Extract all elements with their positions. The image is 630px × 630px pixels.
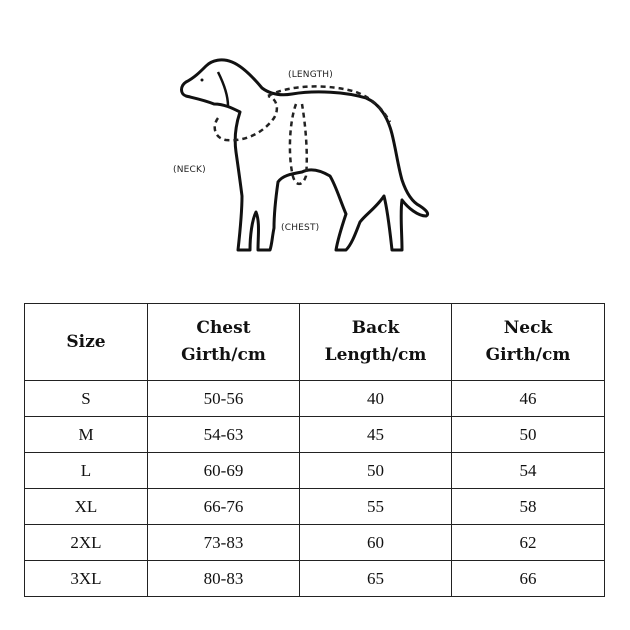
chest-cell: 60-69 [148,453,300,489]
chest-cell: 80-83 [148,561,300,597]
size-cell: 3XL [25,561,148,597]
chest-label: (CHEST) [281,223,320,233]
neck-cell: 62 [452,525,605,561]
length-cell: 45 [300,417,452,453]
size-cell: M [25,417,148,453]
table-row [25,453,605,489]
table-row [25,381,605,417]
size-cell: S [25,381,148,417]
table-row [25,417,605,453]
header-size: Size [25,304,148,381]
neck-measure-line [215,96,277,140]
neck-cell: 46 [452,381,605,417]
length-label: (LENGTH) [288,70,333,80]
chest-cell: 50-56 [148,381,300,417]
size-chart-table [24,303,605,597]
size-cell: XL [25,489,148,525]
neck-label: (NECK) [173,165,206,175]
header-neck-girth: Neck Girth/cm [452,304,605,381]
table-row [25,525,605,561]
length-cell: 40 [300,381,452,417]
neck-cell: 58 [452,489,605,525]
length-cell: 50 [300,453,452,489]
chest-cell: 66-76 [148,489,300,525]
table-header-row [25,304,605,381]
dog-silhouette [182,60,428,250]
chest-cell: 54-63 [148,417,300,453]
length-cell: 55 [300,489,452,525]
neck-cell: 66 [452,561,605,597]
table-row [25,561,605,597]
length-cell: 65 [300,561,452,597]
neck-cell: 50 [452,417,605,453]
chest-cell: 73-83 [148,525,300,561]
dog-outline-icon [0,0,630,300]
size-cell: 2XL [25,525,148,561]
header-chest-girth: Chest Girth/cm [148,304,300,381]
table-row [25,489,605,525]
neck-cell: 54 [452,453,605,489]
size-cell: L [25,453,148,489]
dog-measurement-diagram [0,0,630,300]
header-back-length: Back Length/cm [300,304,452,381]
length-cell: 60 [300,525,452,561]
